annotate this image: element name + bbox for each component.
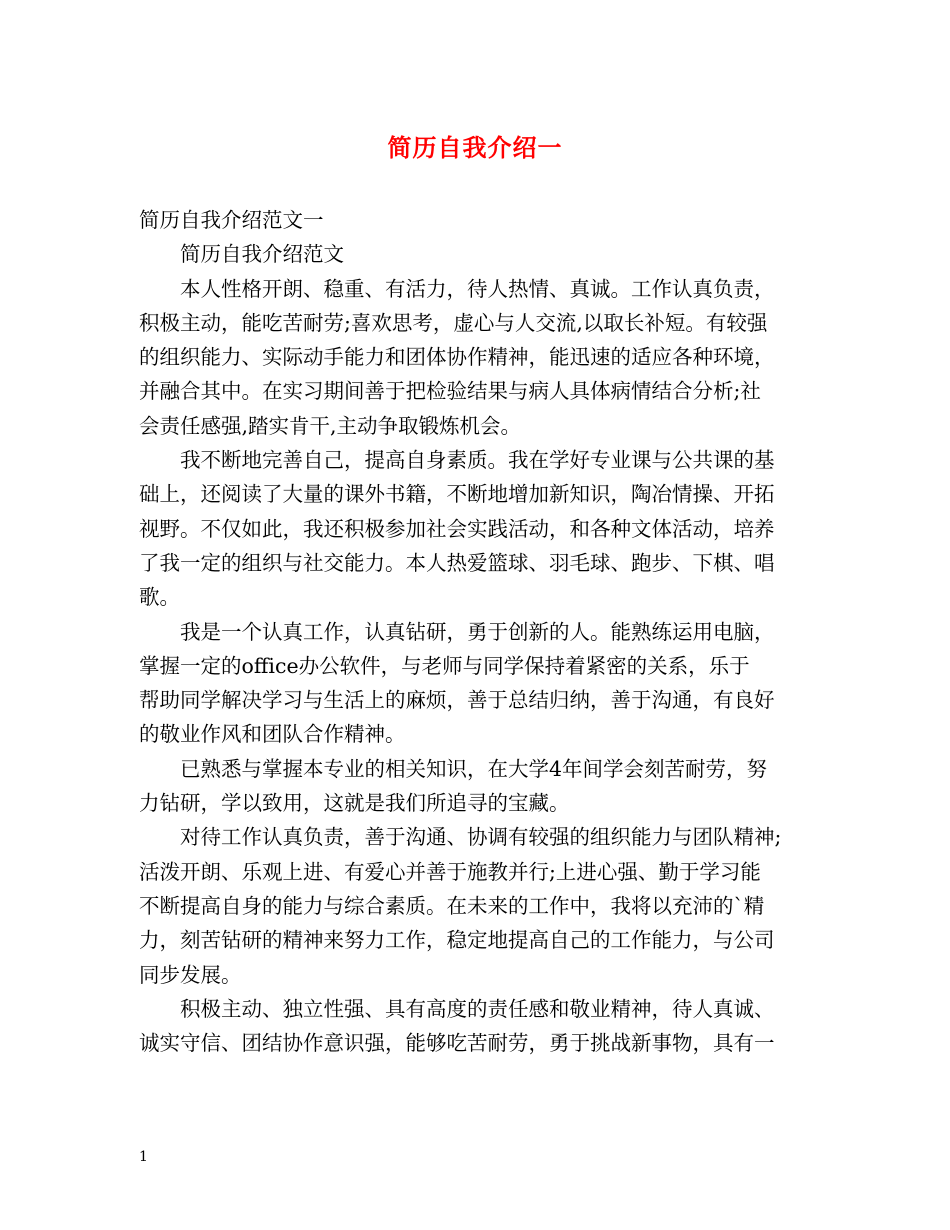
paragraph-line: 不断提高自身的能力与综合素质。在未来的工作中，我将以充沛的`精 — [139, 893, 765, 918]
paragraph-line: 对待工作认真负责，善于沟通、协调有较强的组织能力与团队精神; — [180, 825, 782, 850]
paragraph-line: 积极主动、独立性强、具有高度的责任感和敬业精神，待人真诚、 — [180, 996, 775, 1021]
page-title: 简历自我介绍一 — [387, 133, 563, 162]
paragraph-line: 础上，还阅读了大量的课外书籍，不断地增加新知识，陶冶情操、开拓 — [139, 482, 775, 507]
paragraph-line: 我是一个认真工作，认真钻研，勇于创新的人。能熟练运用电脑， — [180, 619, 775, 644]
paragraph-line: 已熟悉与掌握本专业的相关知识，在大学4年间学会刻苦耐劳，努 — [180, 756, 768, 781]
page-number: 1 — [139, 1149, 148, 1165]
paragraph-line: 本人性格开朗、稳重、有活力，待人热情、真诚。工作认真负责， — [180, 276, 775, 301]
document-body — [139, 203, 822, 1060]
paragraph-line: 力，刻苦钻研的精神来努力工作，稳定地提高自己的工作能力，与公司 — [139, 928, 775, 953]
paragraph-line: 会责任感强,踏实肯干,主动争取锻炼机会。 — [139, 413, 522, 438]
paragraph-line: 的组织能力、实际动手能力和团体协作精神，能迅速的适应各种环境， — [139, 345, 775, 370]
section-heading: 简历自我介绍范文一 — [139, 208, 324, 232]
paragraph-line: 活泼开朗、乐观上进、有爱心并善于施教并行;上进心强、勤于学习能 — [139, 859, 761, 884]
paragraph-line: 积极主动，能吃苦耐劳;喜欢思考，虚心与人交流,以取长补短。有较强 — [139, 310, 768, 335]
paragraph-line: 了我一定的组织与社交能力。本人热爱篮球、羽毛球、跑步、下棋、唱 — [139, 550, 775, 575]
paragraph-line: 掌握一定的office办公软件，与老师与同学保持着紧密的关系，乐于 — [139, 653, 750, 678]
paragraph-line: 我不断地完善自己，提高自身素质。我在学好专业课与公共课的基 — [180, 448, 775, 473]
paragraph-line: 诚实守信、团结协作意识强，能够吃苦耐劳，勇于挑战新事物，具有一 — [139, 1031, 775, 1056]
paragraph-line: 的敬业作风和团队合作精神。 — [139, 722, 406, 747]
sub-heading: 简历自我介绍范文 — [180, 242, 344, 267]
paragraph-line: 同步发展。 — [139, 962, 242, 987]
paragraph-line: 视野。不仅如此，我还积极参加社会实践活动，和各种文体活动，培养 — [139, 516, 775, 541]
paragraph-line: 并融合其中。在实习期间善于把检验结果与病人具体病情结合分析;社 — [139, 379, 761, 404]
paragraph-line: 力钻研，学以致用，这就是我们所追寻的宝藏。 — [139, 791, 570, 816]
paragraph-line: 帮助同学解决学习与生活上的麻烦，善于总结归纳，善于沟通，有良好 — [139, 688, 775, 713]
paragraph-line: 歌。 — [139, 585, 180, 610]
